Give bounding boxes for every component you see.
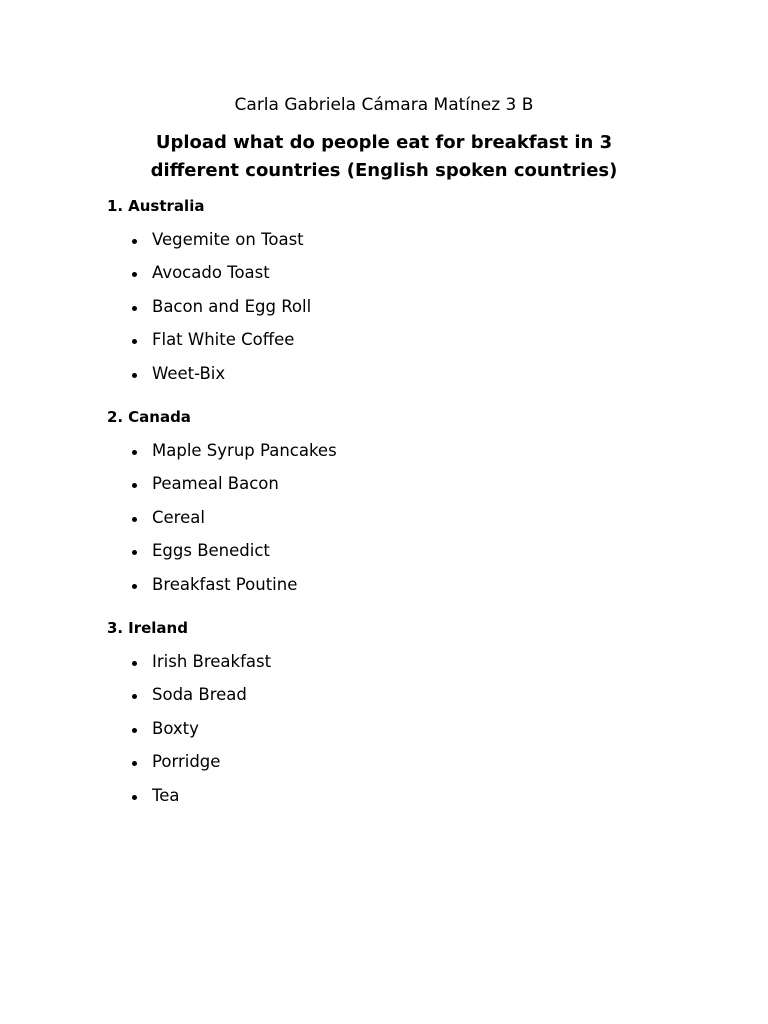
- list-item-label: Flat White Coffee: [152, 330, 295, 350]
- list-item-label: Peameal Bacon: [152, 474, 279, 494]
- bullet-icon: [132, 661, 137, 666]
- bullet-icon: [132, 272, 137, 277]
- bullet-icon: [132, 694, 137, 699]
- list-item-label: Weet-Bix: [152, 363, 226, 383]
- bullet-icon: [132, 761, 137, 766]
- bullet-icon: [132, 483, 137, 488]
- list-item-label: Irish Breakfast: [152, 652, 272, 671]
- section-heading-canada: [107, 406, 191, 428]
- bullet-icon: [132, 550, 137, 555]
- country-name: Ireland: [128, 619, 188, 637]
- list-item-label: Boxty: [152, 718, 199, 738]
- bullet-icon: [132, 728, 137, 733]
- list-item-label: Vegemite on Toast: [152, 230, 304, 249]
- list-item-label: Cereal: [152, 507, 205, 527]
- list-item-label: Maple Syrup Pancakes: [152, 441, 337, 460]
- list-item-label: Avocado Toast: [152, 263, 270, 283]
- list-item-label: Soda Bread: [152, 685, 247, 705]
- country-name: Canada: [128, 408, 191, 426]
- section-number: 3.: [107, 619, 124, 637]
- section-number: 2.: [107, 408, 124, 426]
- section-heading-ireland: [107, 617, 188, 639]
- list-item-label: Porridge: [152, 752, 221, 772]
- bullet-icon: [132, 795, 137, 800]
- section-number: 1.: [107, 197, 124, 215]
- country-name: Australia: [128, 197, 205, 215]
- bullet-icon: [132, 517, 137, 522]
- list-item-label: Bacon and Egg Roll: [152, 296, 312, 316]
- list-item-label: Breakfast Poutine: [152, 574, 298, 594]
- bullet-icon: [132, 450, 137, 455]
- bullet-icon: [132, 373, 137, 378]
- bullet-icon: [132, 339, 137, 344]
- list-item-label: Eggs Benedict: [152, 541, 270, 561]
- assignment-title: Upload what do people eat for breakfast in 3 different countries (English spoken countries): [150, 132, 618, 181]
- bullet-icon: [132, 239, 137, 244]
- bullet-icon: [132, 306, 137, 311]
- section-heading-australia: [107, 195, 204, 217]
- author-line: Carla Gabriela Cámara Matínez 3 B: [234, 95, 534, 115]
- list-item-label: Tea: [152, 785, 180, 805]
- bullet-icon: [132, 584, 137, 589]
